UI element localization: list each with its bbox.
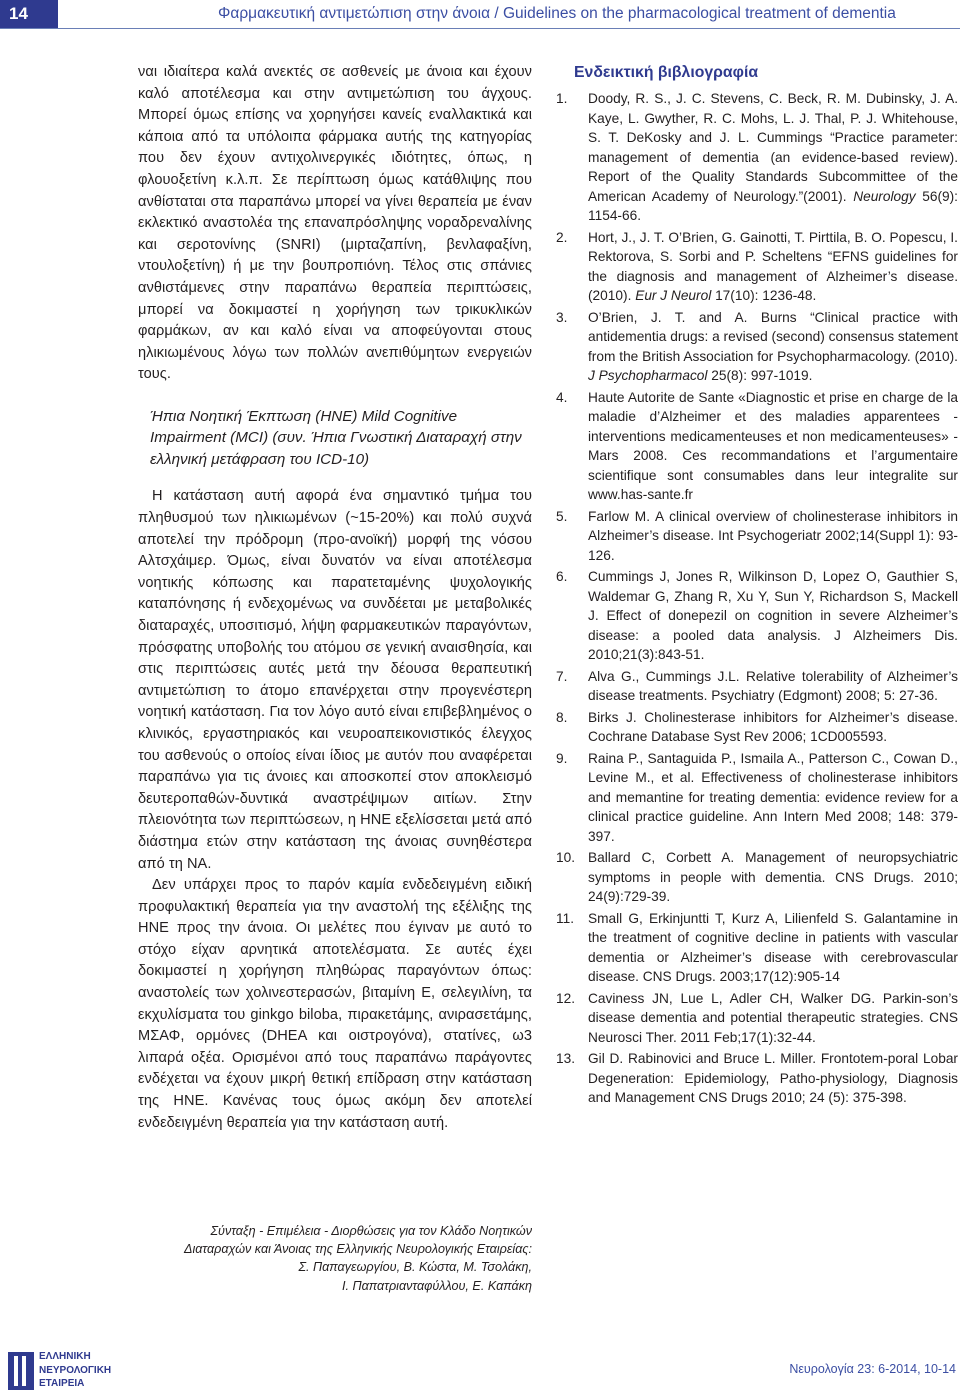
reference-item: 6. Cummings J, Jones R, Wilkinson D, Lopez O, Gauthier S, Waldemar G, Zhang R, Xu Y, Sun Y, Richardson S, Mackell J. Effect of donepezil on cognition in severe Alzheimer’s disease: a pooled data analysis. J Alzheimers Dis. 2010;21(3):843-51. [556, 569, 958, 662]
page-header [0, 0, 960, 29]
credits-line-4: Ι. Παπατριανταφύλλου, Ε. Καπάκη [341, 1278, 532, 1293]
left-column [138, 62, 532, 1134]
journal-citation: Νευρολογία 23: 6-2014, 10-14 [789, 1362, 956, 1376]
author-credits [150, 1222, 532, 1295]
reference-item: 10. Ballard C, Corbett A. Management of neuropsychiatric symptoms in people with dementia. CNS Drugs. 2010; 24(9):729-39. [556, 850, 958, 904]
reference-item: 7. Alva G., Cummings J.L. Relative tolerability of Alzheimer’s disease treatments. Psychiatry (Edgmont) 2008; 5: 27-36. [556, 668, 958, 703]
reference-item: 5. Farlow M. A clinical overview of cholinesterase inhibitors in Alzheimer’s disease. Int Psychogeriatr 2002;14(Suppl 1): 93-126. [556, 508, 958, 563]
body-paragraph-2: Η κατάσταση αυτή αφορά ένα σημαντικό τμήμα του πληθυσμού των ηλικιωμένων (~15-20%) και πολύ συχνά αποτελεί την πρόδρομη (προ-ανοϊκή) μορφή της νόσου Αλτσχάιμερ. Όμως, είναι δυνατόν να είναι αποτέλεσμα νοητικής κόπωσης και παρατεταμένης ψυχολογικής καταπόνησης ή ενδεχομένως να συνδέεται με μεταβολικές διαταραχές, υποσιτισμό, λήψη φαρμακευτικών παραγόντων, πρόσφατης υποβολής του ατόμου σε γενική αναισθησία, και στις περιπτώσεις αυτές μετά την δέουσα θεραπευτική αντιμετώπιση το άτομο επανέρχεται στην προγενέστερη νοητική κατάσταση. Για τον λόγο αυτό είναι επιβεβλημένος ο κλινικός, εργαστηριακός και νευροαπεικονιστικός έλεγχος του ασθενούς ο οποίος είναι ίδιος με αυτόν που αναφέρεται παραπάνω για τις άνοιες και αποσκοπεί στον αποκλεισμό δευτεροπαθών-δυντικά αναστρέψιμων αιτίων. Στην πλειονότητα των περιπτώσεων, η ΗΝΕ εξελίσσεται μετά από διάστημα ετών στην κατάσταση της άνοιας συνηθέστερα από τη ΝΑ. [138, 488, 532, 872]
reference-list [556, 89, 958, 1108]
reference-item: 1. Doody, R. S., J. C. Stevens, C. Beck, R. M. Dubinsky, J. A. Kaye, L. Gwyther, R. C. Mohs, L. J. Thal, P. J. Whitehouse, S. T. DeKosky and J. L. Cummings “Practice parameter: management of dementia (an evidence-based review). Report of the Quality Standards Subcommittee of the American Academy of Neurology.”(2001). Neurology 56(9): 1154-66. [556, 91, 958, 223]
body-paragraph-1: ναι ιδιαίτερα καλά ανεκτές σε ασθενείς με άνοια και έχουν καλό αποτέλεσμα και στην αντιμετώπιση του άγχους. Μπορεί όμως επίσης να χορηγήσει κανείς εναλλακτικά και κάποια από τα υπόλοιπα φάρμακα αυτής της κατηγορίας που δεν έχουν αντιχολινεργικές ιδιότητες, όπως, η φλουοξετίνη κ.λ.π. Σε περίπτωση όμως κατάθλιψης που ανθίσταται στα παραπάνω μπορεί να γίνει θεραπεία με έναν εκλεκτικό αναστολέα της επαναπρόσληψης νοραδρεναλίνης και σεροτονίνης (SNRI) (μιρταζαπίνη, βενλαφαξίνη, ντουλοξετίνη) ή με την βουπροπιόνη. Τέλος στις σπάνιες ανθιστάμενες στην παραπάνω θεραπεία περιπτώσεις, μπορεί να δοκιμαστεί η χορήγηση των τρικυκλικών φαρμάκων, αν και καλό είναι να αποφεύγονται στους ηλικιωμένους λόγω των πολλών ανεπιθύμητων ενεργειών τους. [138, 64, 532, 383]
credits-line-1: Σύνταξη - Επιμέλεια - Διορθώσεις για τον Κλάδο Νοητικών [210, 1224, 532, 1238]
references-heading: Ενδεικτική βιβλιογραφία [574, 64, 759, 81]
reference-item: 12. Caviness JN, Lue L, Adler CH, Walker DG. Parkin-son’s disease dementia and potential therapeutic strategies. CNS Neurosci Ther. 2011 Feb;17(1):32-44. [556, 990, 958, 1045]
reference-item: 2. Hort, J., J. T. O’Brien, G. Gainotti, T. Pirttila, B. O. Popescu, I. Rektorova, S. Sorbi and P. Scheltens “EFNS guidelines for the diagnosis and management of Alzheimer’s disease. (2010). Eur J Neurol 17(10): 1236-48. [556, 229, 958, 303]
credits-line-3: Σ. Παπαγεωργίου, Β. Κώστα, Μ. Τσολάκη, [298, 1260, 532, 1275]
reference-item: 8. Birks J. Cholinesterase inhibitors for Alzheimer’s disease. Cochrane Database Syst Rev 2006; 1CD005593. [556, 709, 958, 744]
reference-item: 9. Raina P., Santaguida P., Ismaila A., Patterson C., Cowan D., Levine M., et al. Effectiveness of cholinesterase inhibitors and memantine for treating dementia: evidence review for a clinical practice guideline. Ann Intern Med 2008; 148: 379-397. [556, 750, 958, 844]
reference-item: 3. O’Brien, J. T. and A. Burns “Clinical practice with antidementia drugs: a revised (second) consensus statement from the British Association for Psychopharmacology. (2010). J Psychopharmacol 25(8): 997-1019. [556, 309, 958, 383]
right-column [556, 62, 958, 1110]
reference-item: 11. Small G, Erkinjuntti T, Kurz A, Lilienfeld S. Galantamine in the treatment of cognitive decline in patients with vascular dementia or Alzheimer’s disease with cerebrovascular disease. CNS Drugs. 2003;17(12):905-14 [556, 910, 958, 984]
reference-item: 13. Gil D. Rabinovici and Bruce L. Miller. Frontotem-poral Lobar Degeneration: Epidemiology, Patho-physiology, Diagnosis and Management CNS Drugs 2010; 24 (5): 375-398. [556, 1051, 958, 1105]
body-paragraph-3: Δεν υπάρχει προς το παρόν καμία ενδεδειγμένη ειδική προφυλακτική θεραπεία για την αναστολή της εξέλιξης της ΗΝΕ προς την άνοια. Οι μελέτες που έγιναν με αυτό το στόχο είχαν αρνητικά αποτελέσματα. Σε αυτές έχει δοκιμαστεί η χορήγηση πληθώρας παραγόντων όπως: αναστολείς των χολινεστερασών, βιταμίνη Ε, σελεγιλίνη, τα εκχυλίσματα του ginkgo biloba, πιρακετάμης, ανιρασετάμης, ΜΣΑΦ, ορμόνες (DHEA και οιστρογόνα), στατίνες, ω3 λιπαρά οξέα. Ορισμένοι από τους παραπάνω παράγοντες ενδέχεται να έχουν μικρή θετική επίδραση στην κατάσταση της ΗΝΕ. Κανένας τους όμως ακόμη δεν αποτελεί ενδεδειγμένη θεραπεία για την κατάσταση αυτή. [138, 877, 532, 1131]
running-title: Φαρμακευτική αντιμετώπιση στην άνοια / Guidelines on the pharmacological treatment of dementia [218, 5, 896, 22]
reference-item: 4. Haute Autorite de Sante «Diagnostic et prise en charge de la maladie d’Alzheimer et des maladies apparentees - interventions medicamenteuses et non medicamenteuses» - Mars 2008. Ces recommandations et l’argumentaire scientifique sont consumables dans leur integralite sur www.has-sante.fr [556, 389, 958, 502]
credits-line-2: Διαταραχών και Άνοιας της Ελληνικής Νευρολογικής Εταιρείας: [184, 1242, 532, 1257]
section-subheading: Ήπια Νοητική Έκπτωση (ΗΝΕ) Mild Cognitive Impairment (MCI) (συν. Ήπια Γνωστική Διαταραχή στην ελληνική μετάφραση του ICD-10) [150, 407, 522, 468]
logo-text: ΕΛΛΗΝΙΚΗ ΝΕΥΡΟΛΟΓΙΚΗ ΕΤΑΙΡΕΙΑ [39, 1351, 112, 1389]
society-logo [8, 1350, 118, 1392]
logo-mark-icon [8, 1352, 34, 1390]
page-number: 14 [0, 0, 58, 28]
